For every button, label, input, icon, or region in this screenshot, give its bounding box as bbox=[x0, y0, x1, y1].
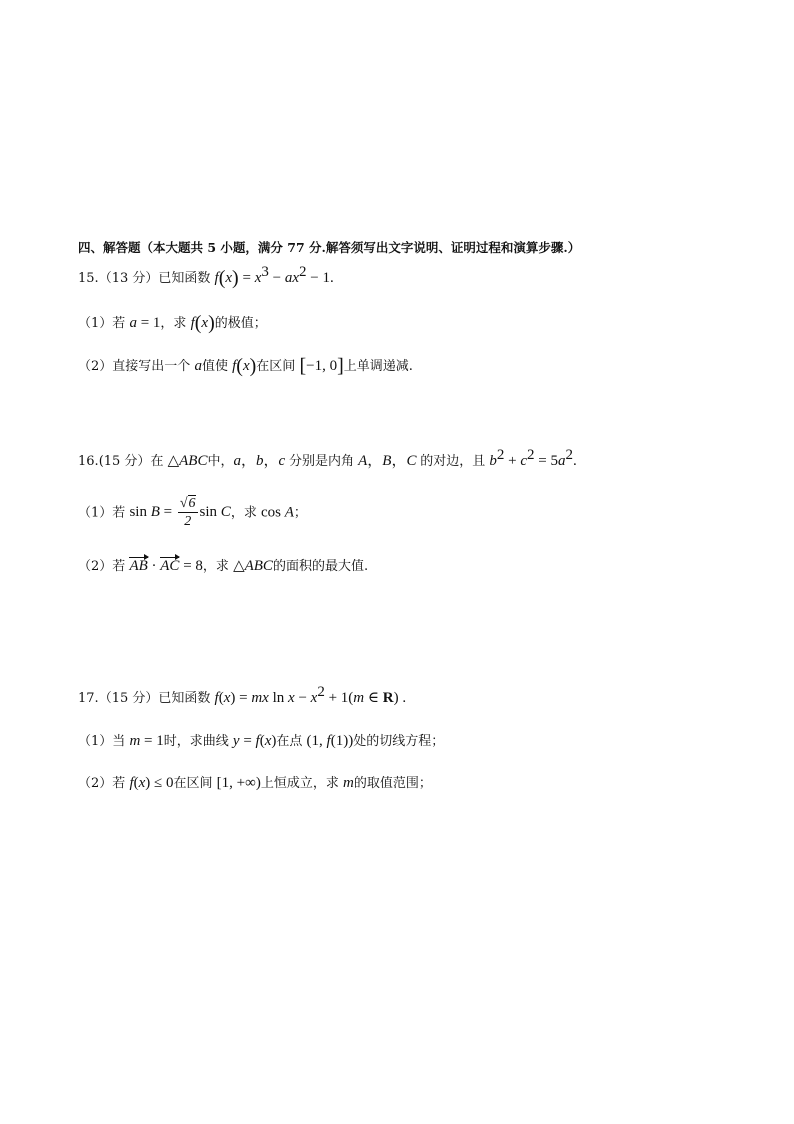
q16-angles: A，B，C bbox=[358, 453, 421, 469]
q17-p2-m: m bbox=[342, 775, 354, 791]
q16-p2-dot-product: AB · AC = 8 bbox=[129, 558, 203, 574]
q15-part1: （1）若 a = 1，求 f(x)的极值； bbox=[78, 312, 267, 334]
q17-stem: 17.（15 分）已知函数 f(x) = mx $\ln x - x^2 + 1(m$ ∈ R) . bbox=[78, 684, 407, 706]
q17-function-formula: f(x) = mx $\ln x - x^2 + 1(m$ ∈ R) . bbox=[214, 684, 407, 706]
q17-p1-point: (1, f(1)) bbox=[306, 733, 354, 749]
q16-p2-triangle: △ABC bbox=[233, 558, 273, 574]
q16-score: (15 分） bbox=[98, 454, 151, 469]
q16-part2: （2）若 AB · AC = 8，求 △ABC的面积的最大值. bbox=[78, 558, 369, 574]
q17-p1-curve: y = f(x) bbox=[232, 733, 277, 749]
q17-p1-condition: m = 1 bbox=[129, 733, 164, 749]
q15-part2: （2）直接写出一个 a值使 f(x)在区间 [−1, 0]上单调递减. bbox=[78, 355, 413, 377]
q16-number: 16. bbox=[78, 454, 99, 469]
q16-stem: 16.(15 分）在 △ABC中，a，b，c 分别是内角 A，B，C 的对边，且 $b^2 + c^2 = 5a^2$. bbox=[78, 447, 577, 469]
q17-score: （15 分） bbox=[98, 691, 159, 706]
q15-number: 15. bbox=[78, 271, 99, 286]
q17-p2-inequality: f(x) ≤ 0 bbox=[129, 775, 174, 791]
q16-p1-equation: sin B = $\frac{√6}{2}$ sin C bbox=[129, 496, 231, 529]
q15-p2-a: a bbox=[194, 358, 202, 374]
q16-p1-target: cos A bbox=[260, 504, 294, 521]
q15-p2-fx: f(x) bbox=[232, 355, 257, 377]
q15-score: （13 分） bbox=[98, 271, 159, 286]
q17-part2: （2）若 f(x) ≤ 0在区间 [1, +∞)上恒成立，求 m的取值范围； bbox=[78, 775, 432, 791]
q15-function-formula: $f(x) = x^3 - ax^2 - 1$. bbox=[214, 264, 334, 289]
q17-p2-interval: [1, +∞) bbox=[216, 775, 261, 791]
q16-part1: （1）若 sin B = $\frac{√6}{2}$ sin C，求 cos A； bbox=[78, 496, 307, 529]
q15-p2-interval: [−1, 0] bbox=[299, 355, 344, 377]
q15-p1-condition: a = 1 bbox=[129, 315, 161, 331]
q15-p1-fx: f(x) bbox=[190, 312, 215, 334]
q16-sides: a，b，c bbox=[233, 453, 289, 469]
q16-condition: $b^2 + c^2 = 5a^2$. bbox=[489, 447, 577, 469]
vector-ac: AC bbox=[160, 558, 180, 574]
q17-number: 17. bbox=[78, 691, 99, 706]
q15-stem: 15.（13 分）已知函数 $f(x) = x^3 - ax^2 - 1$. bbox=[78, 264, 334, 289]
q17-part1: （1）当 m = 1时，求曲线 y = f(x)在点 (1, f(1))处的切线方程； bbox=[78, 733, 445, 749]
section-heading: 四、解答题（本大题共 5 小题，满分 77 分.解答须写出文字说明、证明过程和演算步骤.） bbox=[78, 240, 581, 255]
q16-triangle: △ABC bbox=[167, 453, 208, 469]
vector-ab: AB bbox=[129, 558, 148, 574]
